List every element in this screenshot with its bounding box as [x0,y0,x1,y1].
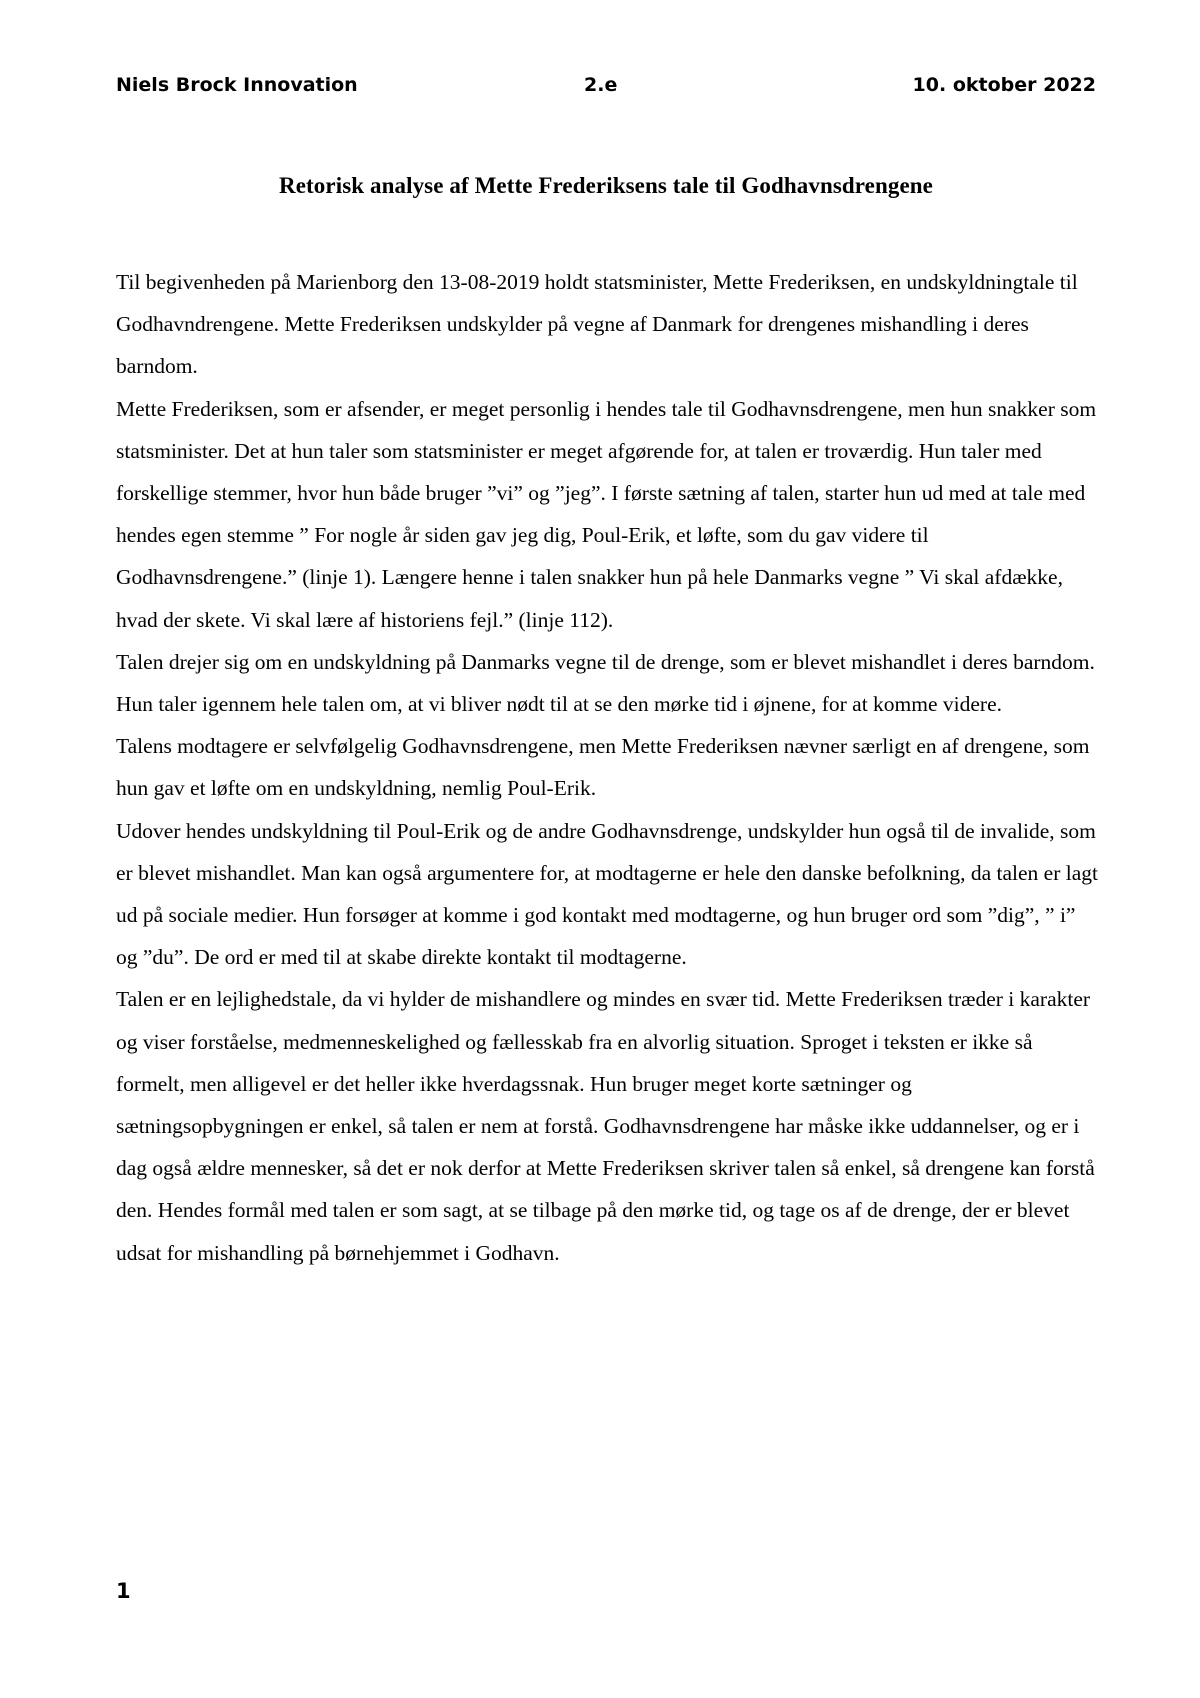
header-class: 2.e [584,74,618,96]
page-header [116,70,1096,106]
paragraph-receivers: Talens modtagere er selvfølgelig Godhavnsdrengene, men Mette Frederiksen nævner særligt en af drengene, som hun gav et løfte om en undskyldning, nemlig Poul-Erik. [116,734,1090,801]
header-date: 10. oktober 2022 [912,74,1096,96]
document-title: Retorisk analyse af Mette Frederiksens tale til Godhavnsdrengene [279,173,933,198]
page-number: 1 [116,1579,131,1603]
paragraph-genre-language: Talen er en lejlighedstale, da vi hylder de mishandlere og mindes en svær tid. Mette Frederiksen træder i karakter og viser forståelse, medmenneskelighed og fællesskab fra en alvorlig situation. Sproget i teksten er ikke så formelt, men alligevel er det heller ikke hverdagssnak. Hun bruger meget korte sætninger og sætningsopbygningen er enkel, så talen er nem at forstå. Godhavnsdrengene har måske ikke uddannelser, og er i dag også ældre mennesker, så det er nok derfor at Mette Frederiksen skriver talen så enkel, så drengene kan forstå den. Hendes formål med talen er som sagt, at se tilbage på den mørke tid, og tage os af de drenge, der er blevet udsat for mishandling på børnehjemmet i Godhavn. [116,987,1095,1265]
paragraph-intro: Til begivenheden på Marienborg den 13-08-2019 holdt statsminister, Mette Frederiksen, en undskyldningtale til Godhavndrengene. Mette Frederiksen undskylder på vegne af Danmark for drengenes mishandling i deres barndom. [116,270,1078,379]
paragraph-sender: Mette Frederiksen, som er afsender, er meget personlig i hendes tale til Godhavnsdrengene, men hun snakker som statsminister. Det at hun taler som statsminister er meget afgørende for, at talen er troværdig. Hun taler med forskellige stemmer, hvor hun både bruger ”vi” og ”jeg”. I første sætning af talen, starter hun ud med at tale med hendes egen stemme ” For nogle år siden gav jeg dig, Poul-Erik, et løfte, som du gav videre til Godhavnsdrengene.” (linje 1). Længere henne i talen snakker hun på hele Danmarks vegne ” Vi skal afdække, hvad der skete. Vi skal lære af historiens fejl.” (linje 112). [116,396,1097,632]
header-school: Niels Brock Innovation [116,74,358,96]
paragraph-topic: Talen drejer sig om en undskyldning på Danmarks vegne til de drenge, som er blevet mishandlet i deres barndom. Hun taler igennem hele talen om, at vi bliver nødt til at se den mørke tid i øjnene, for at komme videre. [116,649,1095,717]
paragraph-receivers-extended: Udover hendes undskyldning til Poul-Erik og de andre Godhavnsdrenge, undskylder hun også til de invalide, som er blevet mishandlet. Man kan også argumentere for, at modtagerne er hele den danske befolkning, da talen er lagt ud på sociale medier. Hun forsøger at komme i god kontakt med modtagerne, og hun bruger ord som ”dig”, ” i” og ”du”. De ord er med til at skabe direkte kontakt til modtagerne. [116,818,1098,970]
document-body [116,261,1098,1274]
